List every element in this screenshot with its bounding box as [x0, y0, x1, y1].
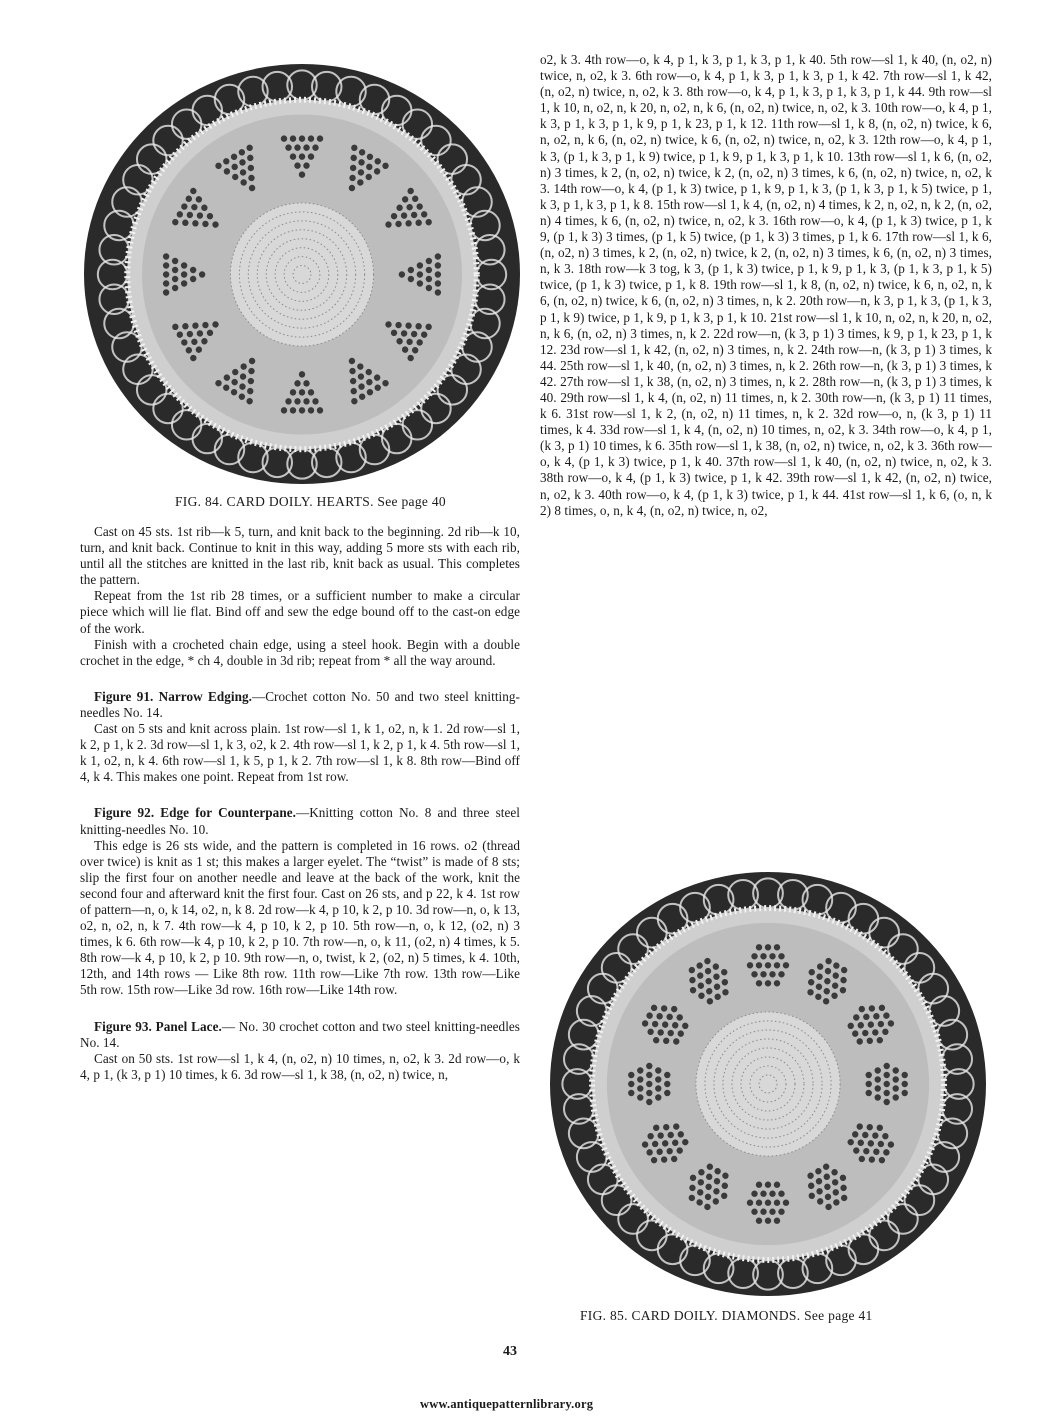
paragraph: Finish with a crocheted chain edge, using a steel hook. Begin with a double crochet in the edge, * ch 4, double in 3d rib; repeat from * all the way around.: [80, 636, 520, 668]
figure-84-caption: FIG. 84. CARD DOILY. HEARTS. See page 40: [175, 494, 446, 509]
paragraph: Repeat from the 1st rib 28 times, or a sufficient number to make a circular piece which will lie flat. Bind off and sew the edge bound off to the cast-on edge of the work.: [80, 588, 520, 636]
figure-91-heading: Figure 91. Narrow Edging.: [94, 688, 252, 704]
figure-84-doily-image: [82, 62, 522, 487]
left-column: [80, 524, 520, 1083]
figure-92-instructions: This edge is 26 sts wide, and the pattern is completed in 16 rows. o2 (thread over twice) is knit as 1 st; this makes a larger eyelet. The “twist” is made of 8 sts; slip the first four on another needle and leave at the back of the work, knit the second four and afterward knit the first four. Cast on 26 sts, and p 22, k 4. 1st row of pattern—n, o, k 14, o2, n, k 8. 2d row—k 4, p 10, k 2, p 10. 3d row—n, o, k 13, o2, n, o2, n, k 7. 4th row—k 4, p 10, k 2, p 10. 5th row—n, o, k 12, (o2, n) 3 times, k 6. 6th row—k 4, p 10, k 2, p 10. 7th row—n, o, k 11, (o2, n) 4 times, k 5. 8th row—k 4, p 10, k 2, p 10. 9th row—n, o, twist, k 2, (o2, n) 5 times, k 4. 10th, 12th, and 14th rows — Like 8th row. 11th row—Like 7th row. 13th row—Like 5th row. 15th row—Like 3d row. 16th row—Like 14th row.: [80, 837, 520, 998]
figure-91-instructions: Cast on 5 sts and knit across plain. 1st row—sl 1, k 1, o2, n, k 1. 2d row—sl 1, k 2, p 1, k 2. 3d row—sl 1, k 3, o2, k 2. 4th row—sl 1, k 2, p 1, k 4. 5th row—sl 1, k 1, o2, n, k 4. 6th row—sl 1, k 5, p 1, k 2. 7th row—sl 1, k 8. 8th row—Bind off 4, k 4. This makes one point. Repeat from 1st row.: [80, 721, 520, 785]
paragraph: o2, k 3. 4th row—o, k 4, p 1, k 3, p 1, k 3, p 1, k 40. 5th row—sl 1, k 40, (n, o2, n) twice, n, o2, k 3. 6th row—o, k 4, p 1, k 3, p 1, k 3, p 1, k 42. 7th row—sl 1, k 42, (n, o2, n) twice, n, o2, k 3. 8th row—o, k 4, p 1, k 3, p 1, k 3, p 1, k 44. 9th row—sl 1, k 10, n, o2, n, k 20, n, o2, n, k 6, (n, o2, n) twice, n, o2, k 3. 10th row—o, k 4, p 1, k 3, p 1, k 3, p 1, k 9, p 1, k 23, p 1, k 12. 11th row—sl 1, k 8, (n, o2, n) twice, k 6, n, o2, n, k 6, (n, o2, n) twice, k 6, (n, o2, n) twice, n, o2, k 3. 12th row—o, k 4, p 1, k 3, (p 1, k 3, p 1, k 9) twice, p 1, k 9, p 1, k 3, p 1, k 10. 13th row—sl 1, k 6, (n, o2, n) 3 times, k 2, (n, o2, n) twice, k 2, (n, o2, n) 3 times, k 6, (n, o2, n) twice, n, o2, k 3. 14th row—o, k 4, (p 1, k 3) twice, p 1, k 9, p 1, k 3, (p 1, k 3, p 1, k 5) twice, p 1, k 3, p 1, k 3, p 1, k 8. 15th row—sl 1, k 4, (n, o2, n) 4 times, k 2, n, o2, n, k 2, (n, o2, n) 4 times, k 6, (n, o2, n) twice, n, o2, k 3. 16th row—o, k 4, (p 1, k 3) twice, p 1, k 9, (p 1, k 3) 3 times, (p 1, k 5) twice, (p 1, k 3) 3 times, p 1, k 6. 17th row—sl 1, k 6, (n, o2, n) 3 times, k 2, (n, o2, n) twice, k 2, (n, o2, n) 3 times, k 6, (n, o2, n) 3 times, n, k 3. 18th row—k 3 tog, k 3, (p 1, k 3) twice, p 1, k 9, p 1, k 3, (p 1, k 3, p 1, k 5) twice, (p 1, k 3) twice, p 1, k 8. 19th row—sl 1, k 8, (n, o2, n) twice, k 6, n, o2, n, k 6, (n, o2, n) twice, k 6, (n, o2, n) 3 times, n, k 2. 20th row—n, k 3, p 1, k 3, (p 1, k 3, p 1, k 9) twice, p 1, k 9, p 1, k 3, p 1, k 10. 21st row—sl 1, k 10, n, o2, n, k 20, n, o2, n, k 6, (n, o2, n) 3 times, n, k 2. 22d row—n, (k 3, p 1) 3 times, k 9, p 1, k 23, p 1, k 12. 23d row—sl 1, k 42, (n, o2, n) 3 times, n, k 2. 24th row—n, (k 3, p 1) 3 times, k 44. 25th row—sl 1, k 40, (n, o2, n) 3 times, n, k 2. 26th row—n, (k 3, p 1) 3 times, k 42. 27th row—sl 1, k 38, (n, o2, n) 3 times, n, k 2. 28th row—n, (k 3, p 1) 3 times, k 40. 29th row—sl 1, k 4, (n, o2, n) 11 times, n, k 2. 30th row—n, (k 3, p 1) 11 times, k 6. 31st row—sl 1, k 2, (n, o2, n) 11 times, n, k 2. 32d row—o, n, (k 3, p 1) 11 times, k 4. 33d row—sl 1, k 4, (n, o2, n) 10 times, n, o2, k 3. 34th row—o, k 4, p 1, (k 3, p 1) 10 times, k 6. 35th row—sl 1, k 38, (n, o2, n) twice, n, o2, k 3. 36th row—o, k 4, (p 1, k 3) twice, p 1, k 40. 37th row—sl 1, k 40, (n, o2, n) twice, n, o2, k 3. 38th row—o, k 4, (p 1, k 3) twice, p 1, k 42. 39th row—sl 1, k 42, (n, o2, n) twice, n, o2, k 3. 40th row—o, k 4, (p 1, k 3) twice, p 1, k 44. 41st row—sl 1, k 6, (o, n, k 2) 8 times, o, n, k 4, (n, o2, n) twice, n, o2,: [540, 52, 992, 518]
figure-92-heading: Figure 92. Edge for Counterpane.: [94, 805, 296, 821]
figure-93-materials: — No. 30 crochet cotton and two steel knitting-needles No. 14.: [80, 1018, 520, 1050]
page-number: 43: [503, 1344, 517, 1359]
figure-93-heading: Figure 93. Panel Lace.: [94, 1018, 222, 1034]
figure-93-section: [80, 1019, 520, 1051]
figure-92-section: [80, 805, 520, 837]
figure-85-caption: FIG. 85. CARD DOILY. DIAMONDS. See page 41: [580, 1308, 873, 1323]
paragraph: Cast on 45 sts. 1st rib—k 5, turn, and knit back to the beginning. 2d rib—k 10, turn, and knit back. Continue to knit in this way, adding 5 more sts with each rib, until all the stitches are knitted in the last rib, knit back as usual. This completes the pattern.: [80, 524, 520, 588]
figure-93-instructions: Cast on 50 sts. 1st row—sl 1, k 4, (n, o2, n) 10 times, n, o2, k 3. 2d row—o, k 4, p 1, (k 3, p 1) 10 times, k 6. 3d row—sl 1, k 38, (n, o2, n) twice, n,: [80, 1050, 520, 1082]
right-column: [540, 52, 992, 519]
figure-85-doily-image: [548, 870, 988, 1298]
footer-url: www.antiquepatternlibrary.org: [420, 1397, 594, 1411]
figure-91-materials: —Crochet cotton No. 50 and two steel knitting-needles No. 14.: [80, 688, 520, 720]
figure-91-section: [80, 689, 520, 721]
figure-92-materials: —Knitting cotton No. 8 and three steel knitting-needles No. 10.: [80, 805, 520, 837]
